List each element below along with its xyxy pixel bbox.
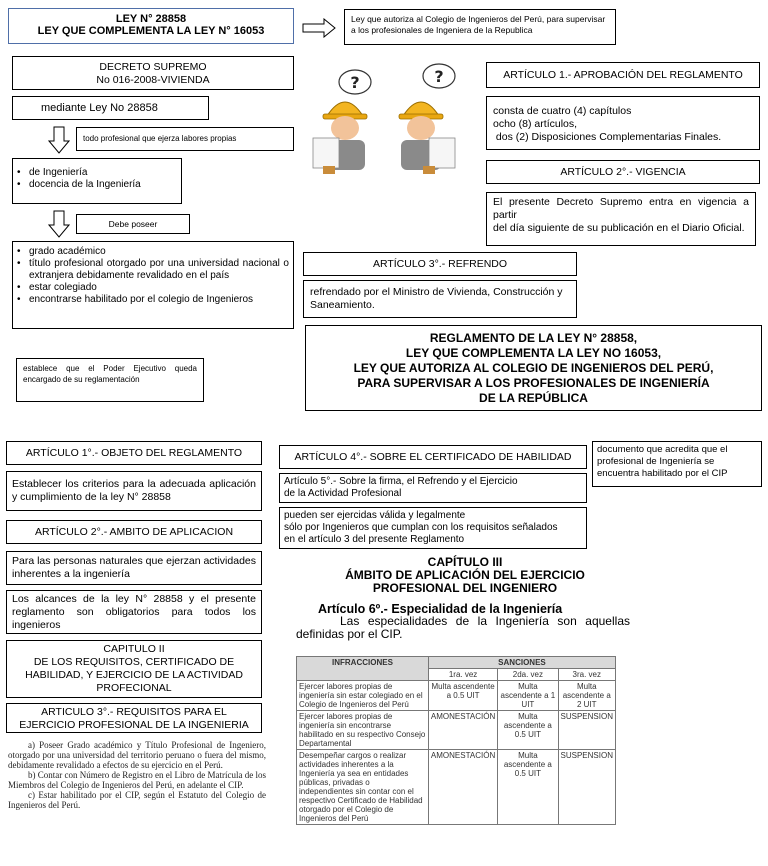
authorizes-box — [344, 9, 616, 45]
down-arrow-icon — [48, 210, 70, 238]
art3-title: ARTÍCULO 3°.- REFRENDO — [372, 258, 508, 270]
capitulo2-line: PROFECIONAL — [96, 682, 172, 694]
art3-body-box — [303, 280, 577, 318]
art5-body-line: sólo por Ingenieros que cumplan con los requisitos señalados — [284, 522, 558, 533]
law-title-box — [8, 8, 294, 44]
right-arrow-icon — [302, 18, 336, 38]
art1-title: ARTÍCULO 1.- APROBACIÓN DEL REGLAMENTO — [503, 69, 743, 81]
art5-title-line: Artículo 5°.- Sobre la firma, el Refrendo y el Ejercicio — [284, 476, 518, 487]
todo-profesional-text: todo profesional que ejerza labores propias — [83, 134, 237, 143]
infracciones-table — [296, 656, 616, 825]
art5-body-line: en el artículo 3 del presente Reglamento — [284, 534, 465, 545]
table-cell: Multa ascendente a 0.5 UIT — [428, 681, 497, 711]
art3-req-line: EJERCICIO PROFESIONAL DE LA INGENIERIA — [19, 719, 249, 731]
down-arrow-icon — [48, 126, 70, 154]
art2-body-line: del día siguiente de su publicación en el Diario Oficial. — [493, 222, 745, 234]
ambito-body2: Los alcances de la ley N° 28858 y el presente reglamento son obligatorios para todos los ingenieros — [12, 593, 256, 631]
capitulo2-line: HABILIDAD, Y EJERCICIO DE LA ACTIVIDAD — [25, 669, 243, 681]
establece-box — [16, 358, 204, 402]
table-cell: AMONESTACIÓN — [428, 750, 497, 825]
requisitos-box — [12, 241, 294, 329]
svg-text:?: ? — [434, 67, 444, 86]
art5-body-line: pueden ser ejercidas válida y legalmente — [284, 510, 466, 521]
req-text-block — [8, 740, 266, 810]
table-row — [297, 711, 616, 750]
ambito-body2-box — [6, 590, 262, 634]
art6-body: Las especialidades de la Ingeniería son aquellas definidas por el CIP. — [296, 614, 630, 641]
establece-text: establece que el Poder Ejecutivo queda encargado de su reglamentación — [23, 364, 197, 384]
list-item: • docencia de la Ingeniería — [17, 179, 177, 191]
art4-title: ARTÍCULO 4°.- SOBRE EL CERTIFICADO DE HABILIDAD — [294, 451, 572, 463]
art1-body-box — [486, 96, 760, 150]
engineer-figure-right — [399, 64, 455, 174]
table-cell: SUSPENSION — [558, 750, 615, 825]
art3-title-box — [303, 252, 577, 276]
objeto-title-box — [6, 441, 262, 465]
decreto-line1: DECRETO SUPREMO — [99, 61, 207, 73]
ingenieria-list — [17, 167, 177, 191]
capitulo2-line: CAPITULO II — [103, 643, 165, 655]
ambito-body1-box — [6, 551, 262, 585]
art4-body-box — [592, 441, 762, 487]
list-item: • grado académico — [17, 246, 289, 258]
table-header-sanciones: SANCIONES — [428, 657, 615, 669]
table-cell: Ejercer labores propias de ingeniería sin encontrarse habilitado en su respectivo Consejo Departamental — [297, 711, 429, 750]
art4-body: documento que acredita que el profesional de Ingeniería se encuentra habilitado por el CIP — [597, 444, 728, 479]
list-item: • encontrarse habilitado por el colegio de Ingenieros — [17, 294, 289, 306]
objeto-body: Establecer los criterios para la adecuada aplicación y cumplimiento de la ley N° 28858 — [12, 478, 256, 503]
art1-title-box — [486, 62, 760, 88]
art2-body-line: El presente Decreto Supremo entra en vigencia a partir — [493, 196, 749, 221]
list-item: • título profesional otorgado por una universidad nacional o extranjera debidamente revalidado en el país — [17, 258, 289, 282]
mediante-text: mediante Ley No 28858 — [41, 102, 158, 114]
capitulo3-heading — [300, 556, 630, 595]
capitulo3-line: ÁMBITO DE APLICACIÓN DEL EJERCICIO — [345, 568, 585, 582]
ambito-title: ARTÍCULO 2°.- AMBITO DE APLICACION — [34, 526, 234, 538]
art1-body-line: dos (2) Disposiciones Complementarias Finales. — [493, 131, 722, 143]
art5-title-box — [279, 473, 587, 503]
art1-body-line: consta de cuatro (4) capítulos — [493, 105, 632, 117]
table-cell: Multa ascendente a 0.5 UIT — [498, 711, 558, 750]
ambito-title-box — [6, 520, 262, 544]
req-text-item: c) Estar habilitado por el CIP, según el Estatuto del Colegio de Ingenieros del Perú. — [8, 790, 266, 810]
todo-profesional-box — [76, 127, 294, 151]
law-title-line2: LEY QUE COMPLEMENTA LA LEY N° 16053 — [37, 25, 265, 37]
authorizes-text: Ley que autoriza al Colegio de Ingenieros del Perú, para supervisar a los profesionales de Ingeniera de la Republica — [351, 14, 606, 35]
art5-body-box — [279, 507, 587, 549]
table-cell: Desempeñar cargos o realizar actividades inherentes a la Ingeniería ya sea en entidades públicas, privadas o independientes sin contar con el respectivo Certificado de Habilidad otorgado por el Colegio de Ingenieros del Perú — [297, 750, 429, 825]
table-header-infracciones: INFRACCIONES — [297, 657, 429, 681]
art2-title: ARTÍCULO 2°.- VIGENCIA — [560, 166, 686, 178]
art3-body: refrendado por el Ministro de Vivienda, Construcción y Saneamiento. — [310, 286, 563, 311]
table-cell: Multa ascendente a 1 UIT — [498, 681, 558, 711]
table-cell: SUSPENSION — [558, 711, 615, 750]
reglamento-title-line: PARA SUPERVISAR A LOS PROFESIONALES DE INGENIERÍA — [357, 376, 710, 390]
reglamento-title-box — [305, 325, 762, 411]
reglamento-title-line: LEY QUE AUTORIZA AL COLEGIO DE INGENIEROS DEL PERÚ, — [353, 361, 714, 375]
law-title-line1: LEY N° 28858 — [115, 13, 187, 25]
art1-body-line: ocho (8) artículos, — [493, 118, 578, 130]
reglamento-title-line: LEY QUE COMPLEMENTA LA LEY NO 16053, — [405, 346, 662, 360]
capitulo3-line: PROFESIONAL DEL INGENIERO — [372, 581, 558, 595]
art2-body-box — [486, 192, 756, 246]
reglamento-title-line: DE LA REPÚBLICA — [479, 391, 588, 405]
table-header-3ra: 3ra. vez — [558, 669, 615, 681]
table-row — [297, 750, 616, 825]
art5-title-line: de la Actividad Profesional — [284, 488, 402, 499]
mediante-box — [12, 96, 209, 120]
table-cell: Multa ascendente a 2 UIT — [558, 681, 615, 711]
table-cell: Multa ascendente a 0.5 UIT — [498, 750, 558, 825]
table-header-1ra: 1ra. vez — [428, 669, 497, 681]
engineer-figure-left — [313, 70, 371, 174]
objeto-body-box — [6, 471, 262, 511]
art4-title-box — [279, 445, 587, 469]
capitulo3-line: CAPÍTULO III — [427, 555, 503, 569]
table-cell: Ejercer labores propias de ingeniería sin estar colegiado en el Colegio de Ingenieros del Perú — [297, 681, 429, 711]
table-row — [297, 681, 616, 711]
table-cell: AMONESTACIÓN — [428, 711, 497, 750]
engineers-illustration — [305, 54, 477, 174]
debe-poseer-text: Debe poseer — [108, 219, 158, 229]
table-header-2da: 2da. vez — [498, 669, 558, 681]
svg-text:?: ? — [350, 73, 360, 92]
capitulo2-box — [6, 640, 262, 698]
requisitos-list — [17, 246, 289, 306]
ambito-body1: Para las personas naturales que ejerzan actividades inherentes a la ingeniería — [12, 555, 256, 580]
art3-req-line: ARTICULO 3°.- REQUISITOS PARA EL — [41, 706, 227, 718]
list-item: • estar colegiado — [17, 282, 289, 294]
req-text-item: a) Poseer Grado académico y Título Profesional de Ingeniero, otorgado por una universidad del territorio peruano o fuera del mismo, debidamente revalidado a efectos de su ejercicio en el Perú. — [8, 740, 266, 770]
req-text-item: b) Contar con Número de Registro en el Libro de Matrícula de los Miembros del Colegio de Ingenieros del Perú, en adelante el CIP. — [8, 770, 266, 790]
debe-poseer-box — [76, 214, 190, 234]
reglamento-title-line: REGLAMENTO DE LA LEY N° 28858, — [429, 331, 638, 345]
art2-title-box — [486, 160, 760, 184]
list-item: • de Ingeniería — [17, 167, 177, 179]
capitulo2-line: DE LOS REQUISITOS, CERTIFICADO DE — [33, 656, 235, 668]
decreto-line2: No 016-2008-VIVIENDA — [96, 74, 210, 86]
decreto-box — [12, 56, 294, 90]
ingenieria-box — [12, 158, 182, 204]
art6-title: Artículo 6º.- Especialidad de la Ingeniería — [318, 602, 563, 616]
objeto-title: ARTÍCULO 1°.- OBJETO DEL REGLAMENTO — [25, 447, 243, 459]
art3-req-box — [6, 703, 262, 733]
